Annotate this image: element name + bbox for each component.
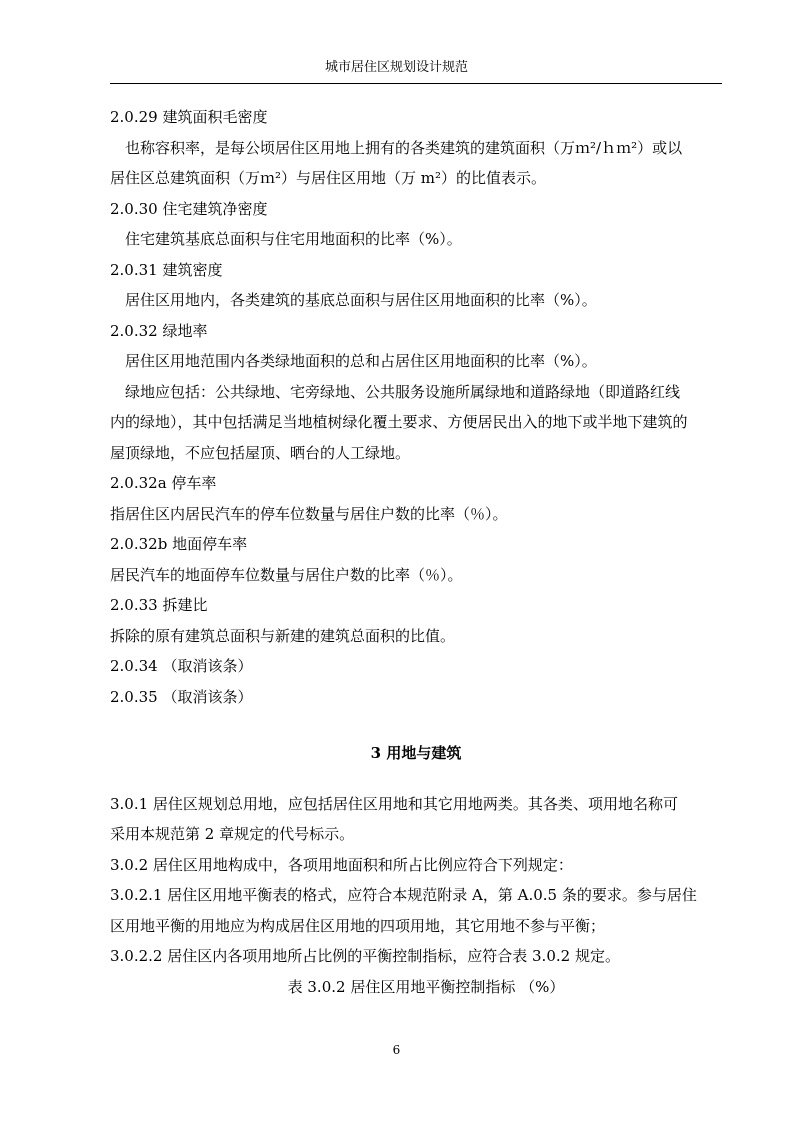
clause-text: 3.0.1 居住区规划总用地，应包括居住区用地和其它用地两类。其各类、项用地名称可: [110, 794, 678, 813]
page-number: 6: [392, 1043, 401, 1057]
clause-text: 住宅建筑基底总面积与住宅用地面积的比率（%）。: [125, 230, 462, 248]
spacer: [110, 712, 722, 738]
clause-text: 3.0.2.1 居住区用地平衡表的格式，应符合本规范附录 A，第 A.0.5 条的要求。参与居住: [110, 886, 697, 904]
header-rule: [110, 83, 722, 84]
clause-heading-2-0-33: 2.0.33 拆建比: [110, 596, 208, 614]
clause-heading-2-0-32: 2.0.32 绿地率: [110, 321, 208, 340]
spacer: [110, 769, 722, 789]
clause-text: 居住区总建筑面积（万ｍ²）与居住区用地（万 m²）的比值表示。: [110, 169, 547, 187]
clause-heading-2-0-35: 2.0.35 （取消该条）: [110, 687, 253, 706]
clause-text: 指居住区内居民汽车的停车位数量与居住户数的比率（％）。: [110, 504, 508, 523]
clause-text: 屋顶绿地，不应包括屋顶、晒台的人工绿地。: [110, 443, 411, 462]
clause-text: 居住区用地范围内各类绿地面积的总和占居住区用地面积的比率（%）。: [125, 352, 597, 370]
table-caption: 表 3.0.2 居住区用地平衡控制指标 （%）: [287, 977, 565, 996]
clause-text: 居民汽车的地面停车位数量与居住户数的比率（％）。: [110, 565, 463, 584]
page-content: [110, 102, 722, 1002]
chapter-title: 3 用地与建筑: [370, 744, 462, 762]
running-header: 城市居住区规划设计规范: [324, 60, 468, 75]
clause-heading-2-0-32a: 2.0.32a 停车率: [110, 474, 217, 492]
clause-heading-2-0-29: 2.0.29 建筑面积毛密度: [110, 108, 268, 126]
clause-text: 内的绿地），其中包括满足当地植树绿化覆土要求、方便居民出入的地下或半地下建筑的: [110, 413, 688, 431]
clause-text: 3.0.2.2 居住区内各项用地所占比例的平衡控制指标，应符合表 3.0.2 规定。: [110, 947, 620, 965]
clause-text: 拆除的原有建筑总面积与新建的建筑总面积的比值。: [110, 626, 456, 645]
clause-heading-2-0-32b: 2.0.32b 地面停车率: [110, 535, 248, 553]
clause-text: 采用本规范第 2 章规定的代号标示。: [110, 825, 355, 843]
clause-text: 居住区用地内，各类建筑的基底总面积与居住区用地面积的比率（%）。: [125, 291, 597, 309]
clause-text: 3.0.2 居住区用地构成中，各项用地面积和所占比例应符合下列规定：: [110, 855, 573, 874]
clause-text: 绿地应包括：公共绿地、宅旁绿地、公共服务设施所属绿地和道路绿地（即道路红线: [125, 382, 681, 401]
clause-text: 区用地平衡的用地应为构成居住区用地的四项用地，其它用地不参与平衡；: [110, 916, 606, 935]
clause-heading-2-0-31: 2.0.31 建筑密度: [110, 260, 223, 279]
clause-text: 也称容积率，是每公顷居住区用地上拥有的各类建筑的建筑面积（万ｍ²/ｈｍ²）或以: [125, 138, 683, 157]
clause-heading-2-0-30: 2.0.30 住宅建筑净密度: [110, 199, 268, 218]
clause-heading-2-0-34: 2.0.34 （取消该条）: [110, 657, 253, 675]
